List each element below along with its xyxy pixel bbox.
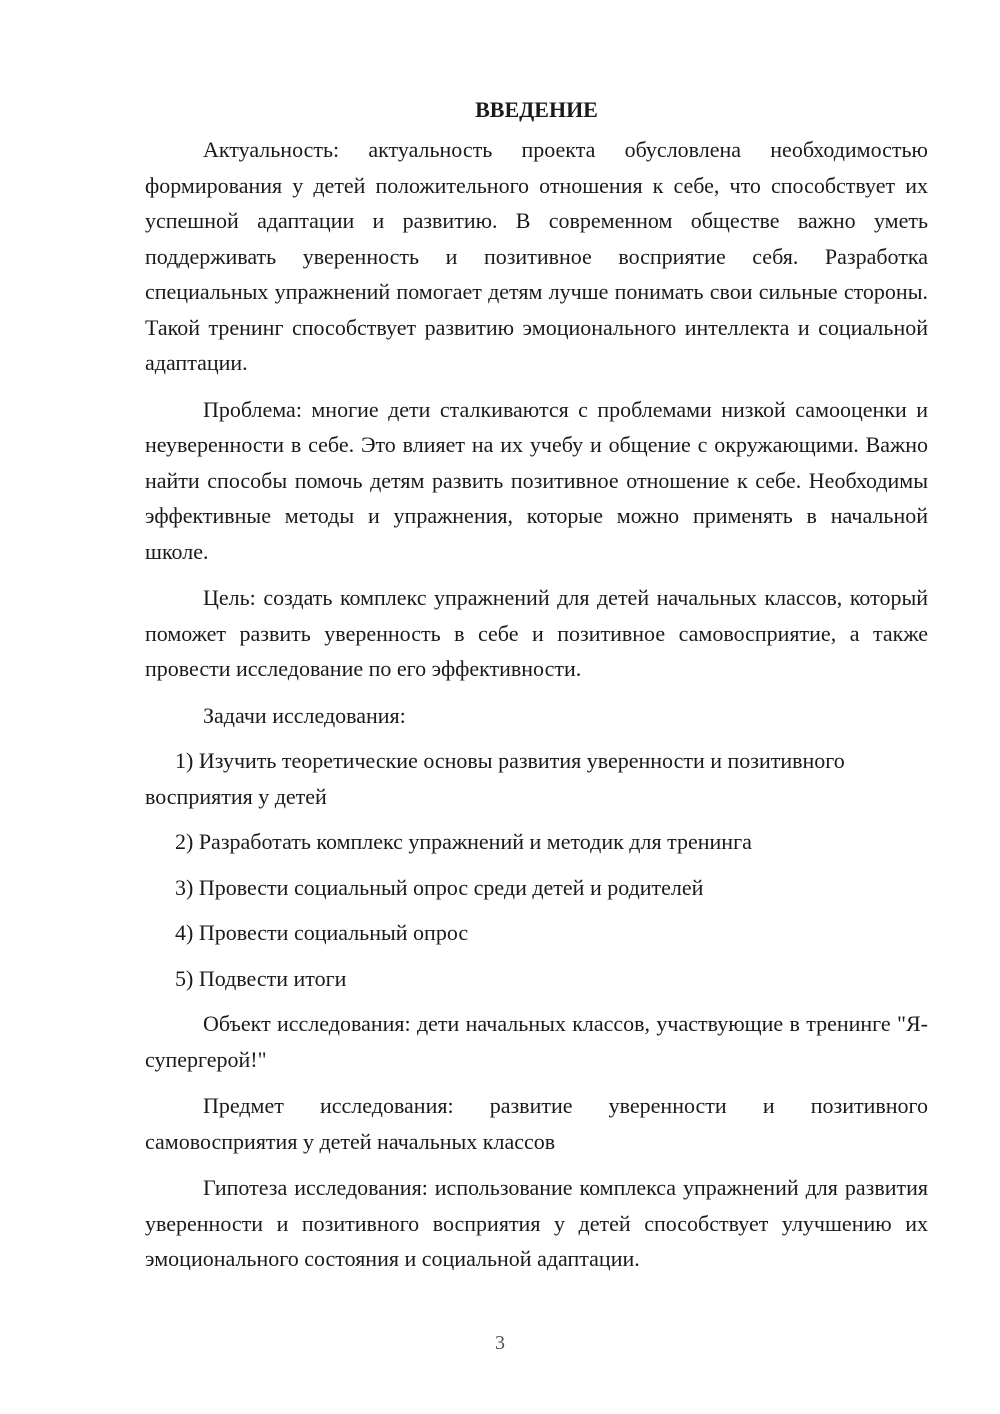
goal-paragraph: Цель: создать комплекс упражнений для детей начальных классов, который поможет развить уверенность в себе и позитивное самовосприятие, а также провести исследование по его эффективности. [145, 585, 928, 681]
task-item: 2) Разработать комплекс упражнений и методик для тренинга [175, 829, 752, 854]
subject-paragraph: Предмет исследования: развитие уверенности и позитивного самовосприятия у детей начальных классов [145, 1093, 928, 1154]
task-item: 1) Изучить теоретические основы развития уверенности и позитивного восприятия у детей [145, 748, 845, 809]
tasks-title: Задачи исследования: [203, 702, 406, 728]
task-item: 3) Провести социальный опрос среди детей и родителей [175, 874, 704, 900]
page-number: 3 [495, 1332, 505, 1354]
document-page [145, 92, 928, 1288]
tasks-list [145, 743, 928, 996]
task-item: 5) Подвести итоги [175, 965, 347, 991]
task-item: 4) Провести социальный опрос [175, 920, 469, 945]
problem-paragraph: Проблема: многие дети сталкиваются с проблемами низкой самооценки и неуверенности в себе. Это влияет на их учебу и общение с окружающими. Важно найти способы помочь детям развить позитивное отношение к себе. Необходимы эффективные методы и упражнения, которые можно применять в начальной школе. [145, 396, 928, 564]
relevance-paragraph: Актуальность: актуальность проекта обусловлена необходимостью формирования у детей положительного отношения к себе, что способствует их успешной адаптации и развитию. В современном обществе важно уметь поддерживать уверенность и позитивное восприятие себя. Разработка специальных упражнений помогает детям лучше понимать свои сильные стороны. Такой тренинг способствует развитию эмоционального интеллекта и социальной адаптации. [145, 137, 928, 375]
object-paragraph: Объект исследования: дети начальных классов, участвующие в тренинге "Я-супергерой!" [145, 1011, 928, 1072]
hypothesis-paragraph: Гипотеза исследования: использование комплекса упражнений для развития уверенности и позитивного восприятия у детей способствует улучшению их эмоционального состояния и социальной адаптации. [145, 1175, 928, 1271]
section-heading: ВВЕДЕНИЕ [475, 97, 598, 122]
